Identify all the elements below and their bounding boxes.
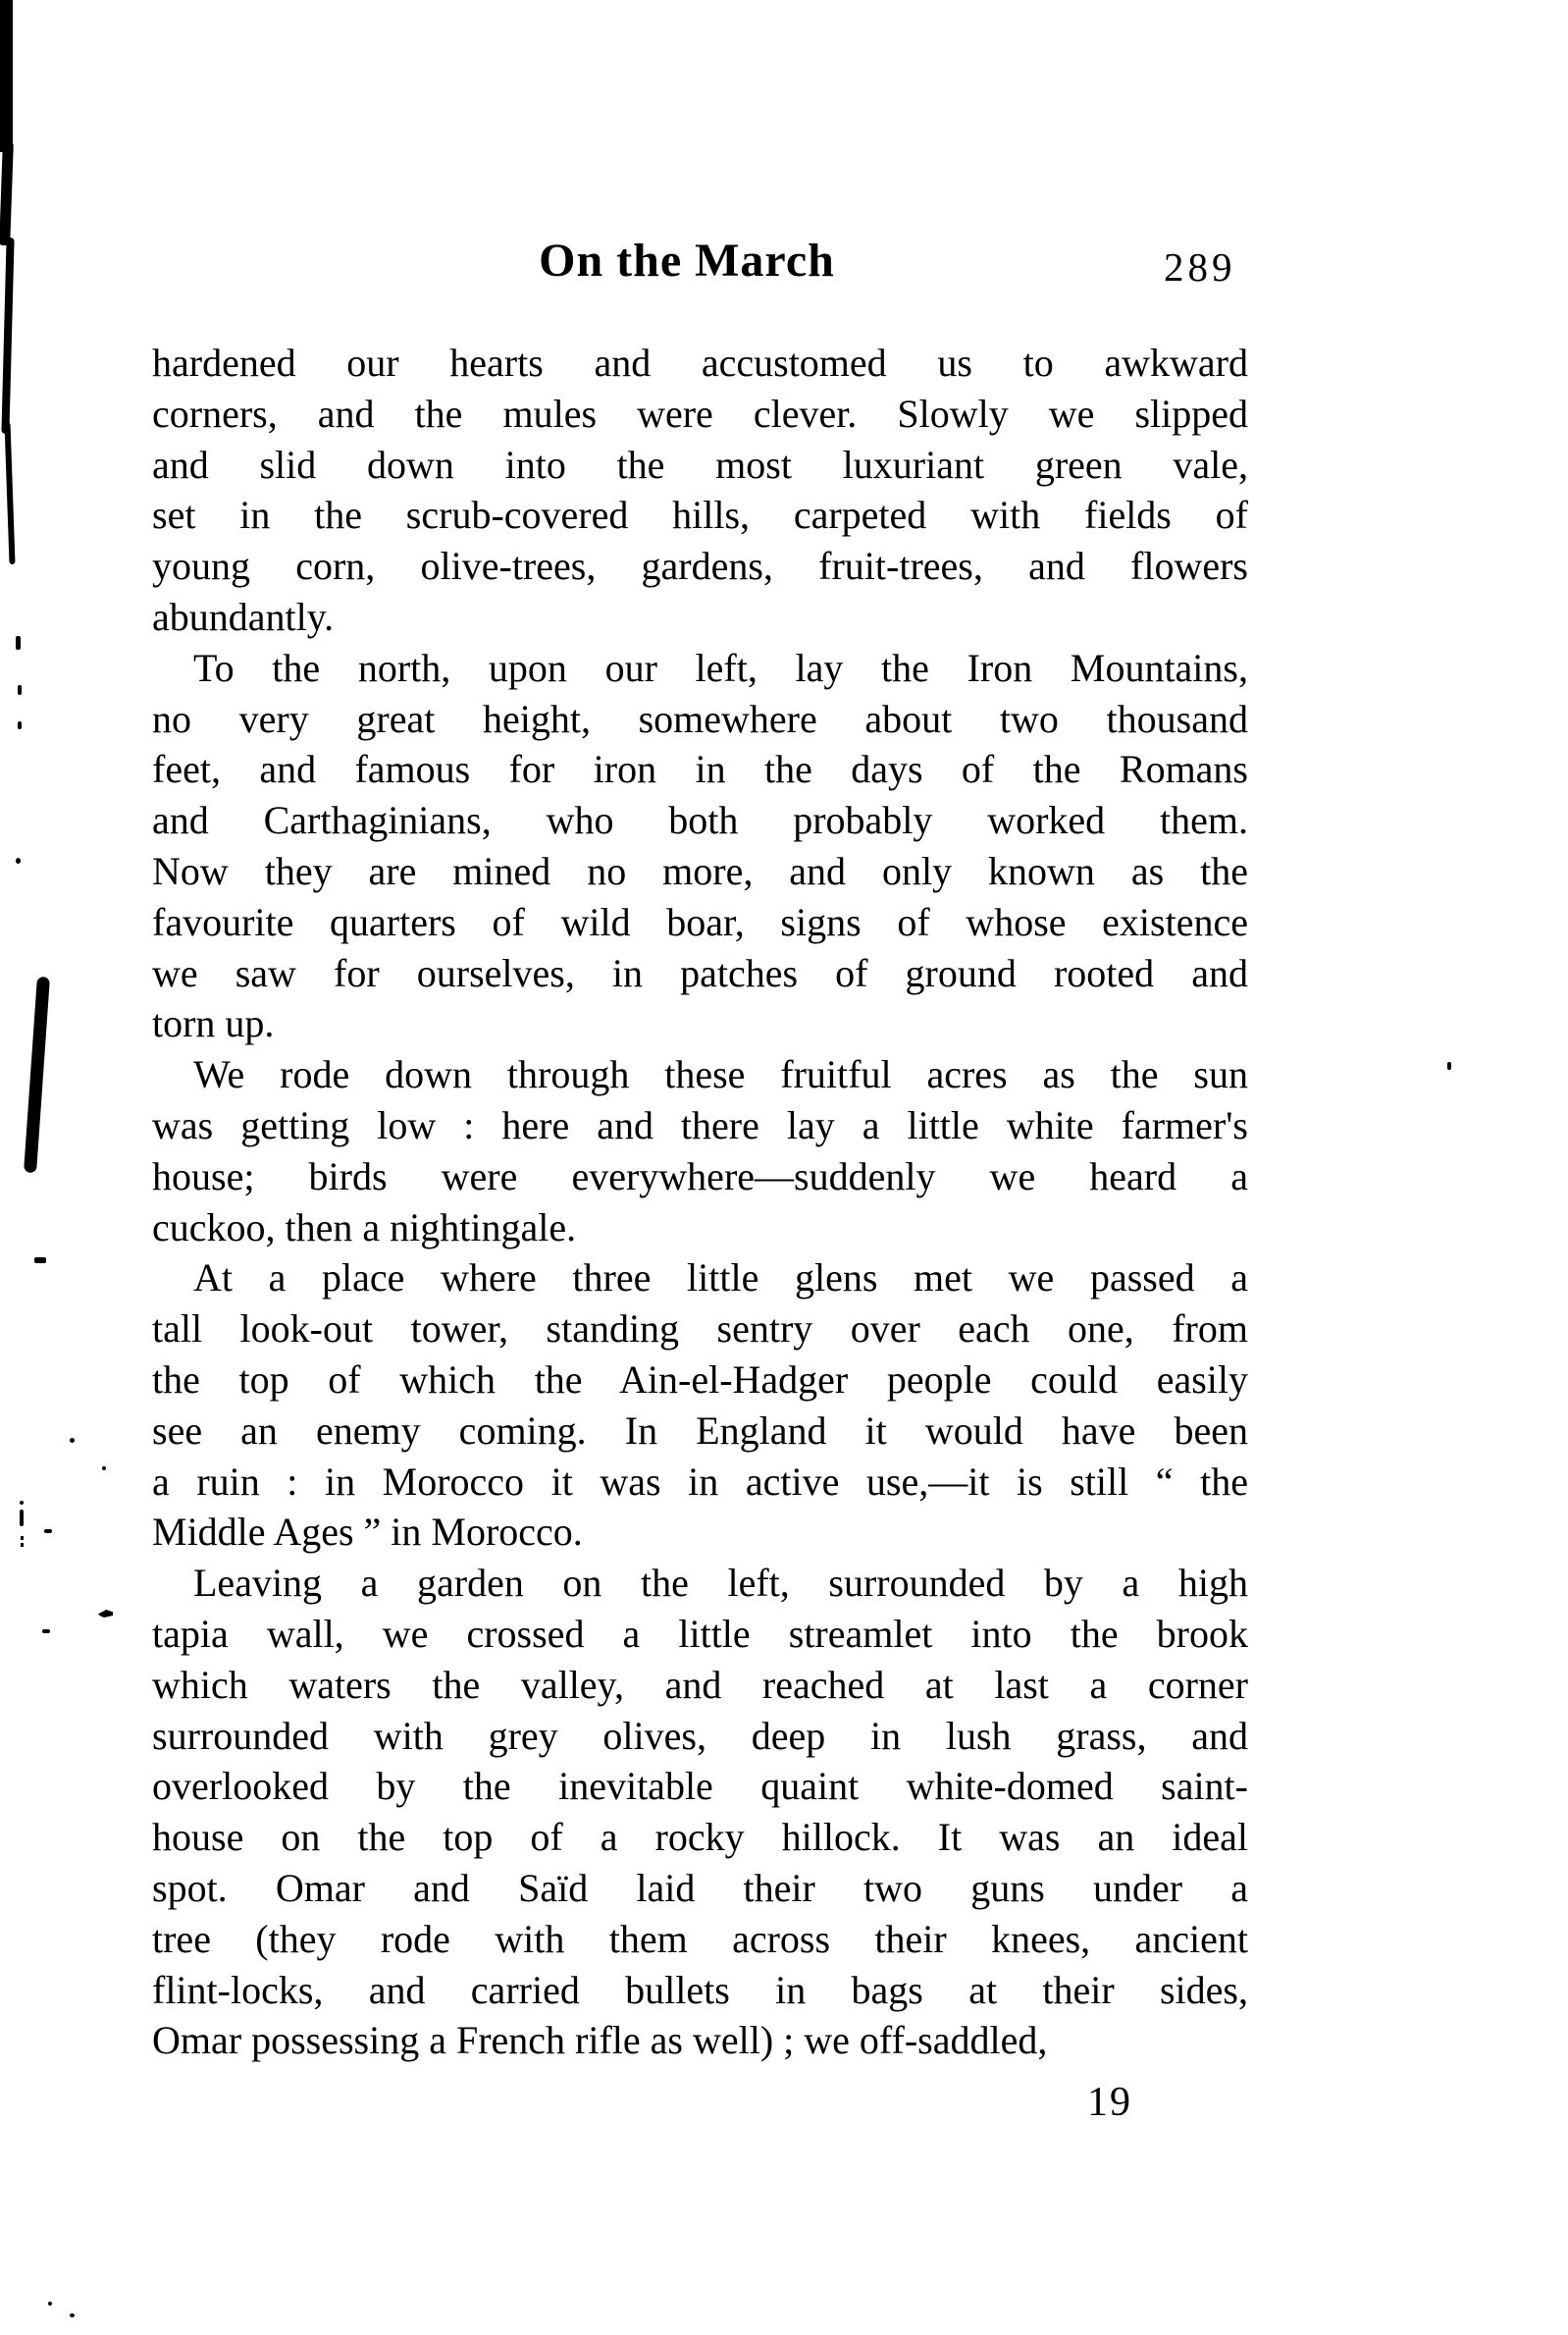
text-line: and slid down into the most luxuriant green vale, <box>152 442 1248 487</box>
text-line: We rode down through these fruitful acres as the sun <box>193 1052 1248 1097</box>
text-line: At a place where three little glens met we passed a <box>193 1255 1248 1300</box>
text-line: corners, and the mules were clever. Slowly we slipped <box>152 391 1248 436</box>
text-line: a ruin : in Morocco it was in active use,—it is still “ the <box>152 1459 1248 1504</box>
text-line: we saw for ourselves, in patches of ground rooted and <box>152 950 1248 995</box>
paragraph <box>152 338 1248 643</box>
scan-speck <box>48 2302 52 2306</box>
text-line: and Carthaginians, who both probably worked them. <box>152 798 1248 843</box>
text-line: tapia wall, we crossed a little streamlet into the brook <box>152 1611 1248 1656</box>
binding-mark <box>1 238 14 434</box>
text-line: surrounded with grey olives, deep in lush grass, and <box>152 1713 1248 1758</box>
scan-speck <box>20 1501 24 1505</box>
text-line: see an enemy coming. In England it would have been <box>152 1407 1248 1453</box>
text-line: was getting low : here and there lay a little white farmer's <box>152 1102 1248 1147</box>
paragraph <box>152 1558 1248 2066</box>
scan-speck <box>18 721 22 729</box>
paragraph <box>152 643 1248 1049</box>
binding-mark <box>0 142 14 245</box>
text-line: abundantly. <box>152 594 335 639</box>
text-line: To the north, upon our left, lay the Iron Mountains, <box>193 645 1248 690</box>
text-line: overlooked by the inevitable quaint white-domed saint- <box>152 1764 1248 1809</box>
text-line: spot. Omar and Saïd laid their two guns under a <box>152 1865 1248 1910</box>
binding-mark <box>0 0 13 152</box>
text-line: no very great height, somewhere about two thousand <box>152 696 1248 741</box>
scan-speck <box>70 1438 75 1443</box>
body-text <box>152 338 1248 2066</box>
text-line: favourite quarters of wild boar, signs of whose existence <box>152 899 1248 944</box>
binding-mark <box>4 422 15 564</box>
scan-speck <box>34 1257 46 1263</box>
scan-speck <box>16 858 21 864</box>
scan-speck <box>70 2313 75 2317</box>
text-line: which waters the valley, and reached at last a corner <box>152 1662 1248 1707</box>
text-line: the top of which the Ain-el-Hadger people could easily <box>152 1356 1248 1402</box>
text-line: young corn, olive-trees, gardens, fruit-trees, and flowers <box>152 544 1248 589</box>
text-line: set in the scrub-covered hills, carpeted with fields of <box>152 493 1248 538</box>
paragraph <box>152 1049 1248 1252</box>
scan-speck <box>18 685 22 695</box>
text-line: house; birds were everywhere—suddenly we heard a <box>152 1153 1248 1198</box>
text-line: Omar possessing a French rifle as well) ; we off-saddled, <box>152 2018 1048 2063</box>
signature-mark: 19 <box>1087 2080 1132 2125</box>
scan-speck <box>98 1610 113 1618</box>
text-line: tall look-out tower, standing sentry over each one, from <box>152 1306 1248 1352</box>
scan-speck <box>1447 1062 1451 1070</box>
scan-speck <box>44 1529 52 1533</box>
scan-speck <box>21 1536 24 1540</box>
text-line: Middle Ages ” in Morocco. <box>152 1510 583 1555</box>
scan-speck <box>21 1543 24 1547</box>
scan-speck <box>16 636 21 650</box>
scan-speck <box>42 1629 50 1633</box>
text-line: tree (they rode with them across their knees, ancient <box>152 1916 1248 1961</box>
text-line: flint-locks, and carried bullets in bags at their sides, <box>152 1967 1248 2012</box>
page-number: 289 <box>1164 244 1236 290</box>
paragraph <box>152 1252 1248 1558</box>
scan-speck <box>102 1466 106 1470</box>
scan-speck <box>20 1510 24 1526</box>
text-line: Now they are mined no more, and only known as the <box>152 848 1248 893</box>
text-line: cuckoo, then a nightingale. <box>152 1204 577 1249</box>
text-line: torn up. <box>152 1001 275 1046</box>
text-line: feet, and famous for iron in the days of the Romans <box>152 747 1248 792</box>
binding-mark <box>24 977 50 1173</box>
text-line: house on the top of a rocky hillock. It was an ideal <box>152 1815 1248 1860</box>
running-header-title: On the March <box>539 235 835 287</box>
text-line: hardened our hearts and accustomed us to awkward <box>152 341 1248 385</box>
text-line: Leaving a garden on the left, surrounded by a high <box>193 1561 1248 1606</box>
